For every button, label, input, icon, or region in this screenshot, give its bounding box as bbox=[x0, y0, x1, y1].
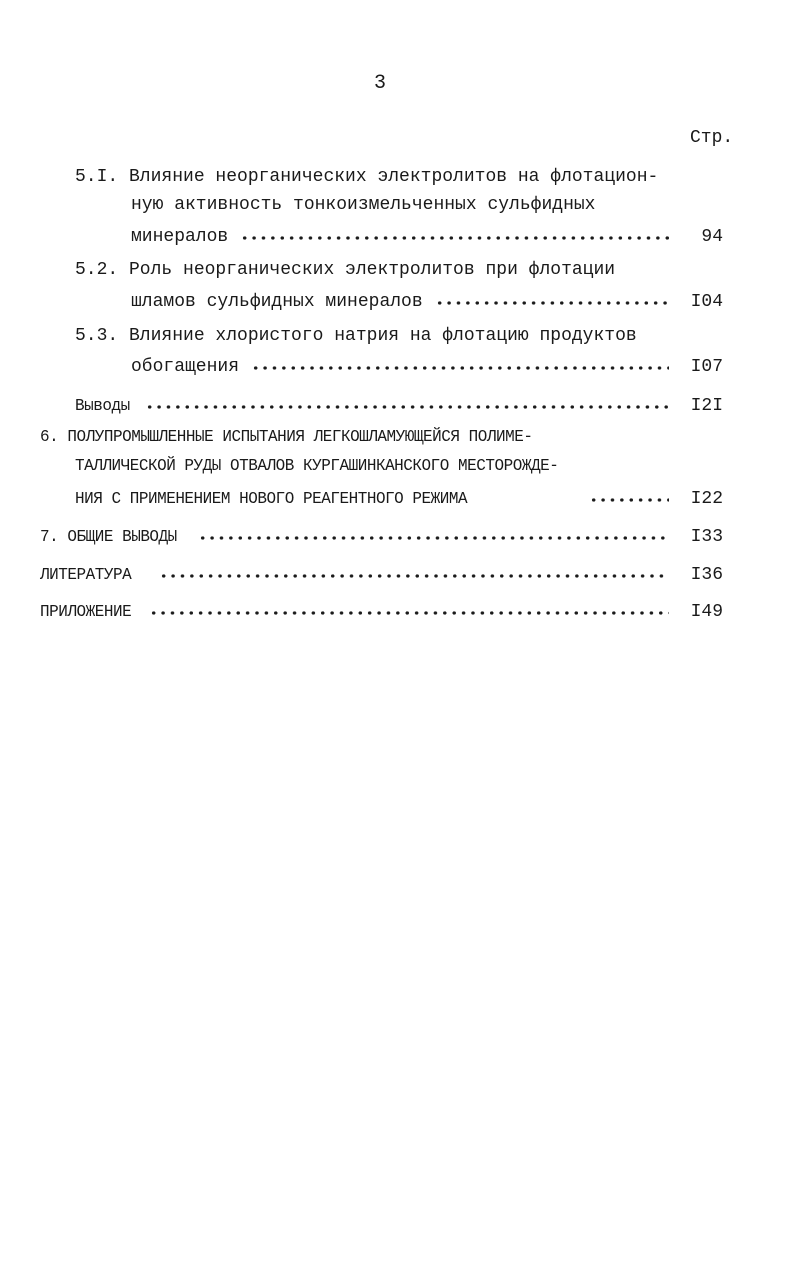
toc-page-number: I04 bbox=[690, 292, 723, 312]
dot-leader bbox=[159, 561, 669, 579]
toc-entry-appendix bbox=[40, 598, 723, 622]
toc-page-number: I36 bbox=[690, 565, 723, 585]
dot-leader bbox=[145, 392, 669, 410]
toc-entry-5-3-line-2: обогащения bbox=[131, 357, 240, 377]
toc-entry-5-1-line-2: ную активность тонкоизмельченных сульфидных bbox=[131, 195, 596, 215]
toc-page-number: I07 bbox=[690, 357, 723, 377]
toc-page-number: 94 bbox=[701, 227, 723, 247]
toc-entry-5-3-line-1: 5.3. Влияние хлористого натрия на флотацию продуктов bbox=[75, 326, 637, 346]
toc-entry-5-1-line-3: минералов bbox=[131, 227, 229, 247]
toc-entry-5-2-last bbox=[131, 288, 723, 312]
toc-entry-label: ПРИЛОЖЕНИЕ bbox=[40, 603, 132, 622]
toc-entry-6-line-1: 6. ПОЛУПРОМЫШЛЕННЫЕ ИСПЫТАНИЯ ЛЕГКОШЛАМУЮЩЕЙСЯ ПОЛИМЕ- bbox=[40, 428, 533, 447]
toc-entry-literature bbox=[40, 561, 723, 585]
page-number: 3 bbox=[374, 72, 387, 95]
toc-entry-6-last bbox=[75, 485, 723, 509]
toc-entry-5-2-line-1: 5.2. Роль неорганических электролитов при флотации bbox=[75, 260, 616, 280]
toc-entry-5-1-line-1: 5.I. Влияние неорганических электролитов на флотацион- bbox=[75, 167, 659, 187]
toc-page-number: I22 bbox=[690, 489, 723, 509]
toc-entry-conclusions bbox=[75, 392, 723, 416]
toc-entry-7 bbox=[40, 523, 723, 547]
page-column-label: Стр. bbox=[690, 128, 734, 148]
toc-entry-label: Выводы bbox=[75, 397, 130, 416]
toc-page-number: I49 bbox=[690, 602, 723, 622]
dot-leader bbox=[589, 485, 669, 503]
toc-entry-6-line-3: НИЯ С ПРИМЕНЕНИЕМ НОВОГО РЕАГЕНТНОГО РЕЖИМА bbox=[75, 490, 468, 509]
dot-leader bbox=[435, 288, 669, 306]
toc-entry-5-1-last bbox=[131, 223, 723, 247]
toc-entry-5-2-line-2: шламов сульфидных минералов bbox=[131, 292, 423, 312]
dot-leader bbox=[198, 523, 669, 541]
toc-entry-6-line-2: ТАЛЛИЧЕСКОЙ РУДЫ ОТВАЛОВ КУРГАШИНКАНСКОГО МЕСТОРОЖДЕ- bbox=[75, 457, 559, 476]
toc-entry-label: 7. ОБЩИЕ ВЫВОДЫ bbox=[40, 528, 177, 547]
dot-leader bbox=[251, 353, 669, 371]
toc-page-number: I33 bbox=[690, 527, 723, 547]
toc-entry-5-3-last bbox=[131, 353, 723, 377]
dot-leader bbox=[240, 223, 669, 241]
toc-page-number: I2I bbox=[690, 396, 723, 416]
toc-entry-label: ЛИТЕРАТУРА bbox=[40, 566, 132, 585]
dot-leader bbox=[149, 598, 669, 616]
